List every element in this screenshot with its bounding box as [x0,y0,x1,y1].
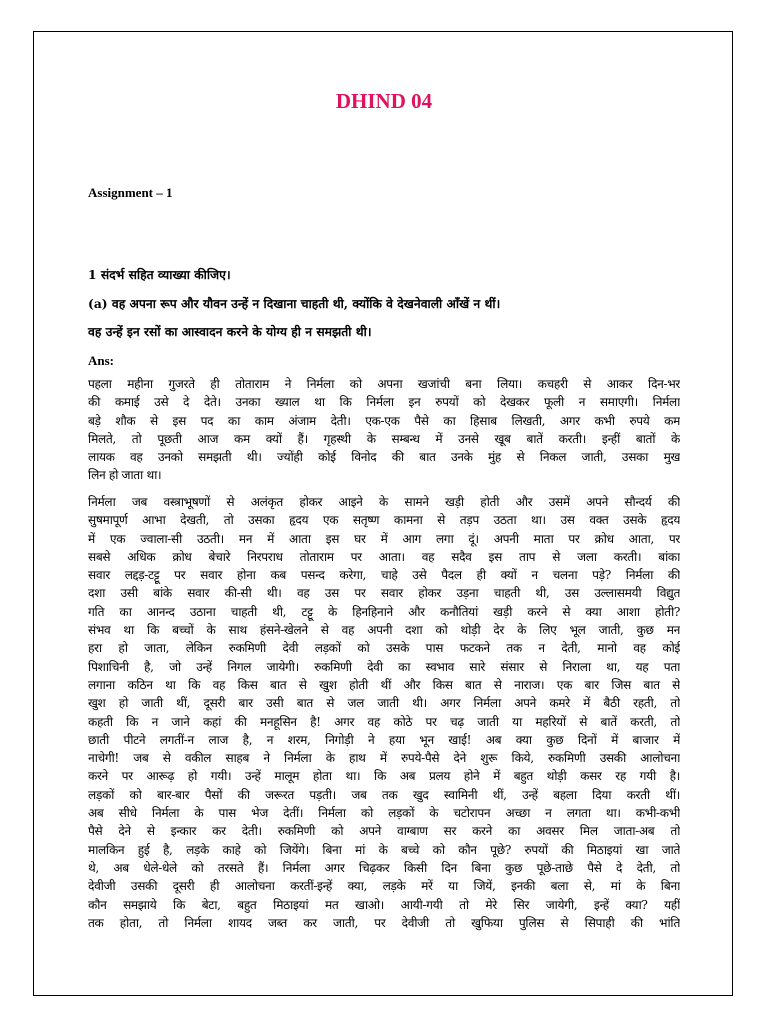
paragraph-line: की कमाई उसे दे देते। उनका ख्याल था कि निर्मला इन रुपयों को देखकर फूली न समाएगी। निर्मला [88,395,680,410]
paragraph-line: देवीजी उसकी दूसरी ही आलोचना करतीं-इन्हें क्या, लड़के मरें या जियें, इनकी बला से, मां के बिना [88,879,680,894]
paragraph-line: लिन हो जाता था। [88,468,162,483]
paragraph-line: थे, अब धेले-धेले को तरसते हैं। निर्मला अगर चिढ़कर किसी दिन बिना कुछ पूछे-ताछे पैसे दे देती, तो [88,860,680,875]
paragraph-line: बड़े शौक से इस पद का काम अंजाम देती। एक-एक पैसे का हिसाब लिखती, अगर कभी रुपये कम [88,413,680,428]
answer-label: Ans: [88,353,115,368]
paragraph-line: पहला महीना गुजरते ही तोताराम ने निर्मला को अपना खजांची बना लिया। कचहरी से आकर दिन-भर [88,377,680,391]
paragraph-line: मिलते, तो पूछती आज कम क्यों हैं। गृहस्थी के सम्बन्ध में उनसे खूब बातें करती। इन्हीं बातों के [88,431,680,446]
paragraph-line: लड़कों को बार-बार पैसों की जरूरत पड़ती। जब तक खुद स्वामिनी थीं, उन्हें बहला दिया करती थीं। [88,787,680,802]
answer-paragraph-1 [88,375,680,485]
paragraph-line: खुश हो जाती थीं, दूसरी बार उसी बात से जल जाती थी। अगर निर्मला अपने कमरे में बैठी रहती, तो [88,696,680,711]
paragraph-line: पिशाचिनी है, जो उन्हें निगल जायेगी। रुकमिणी देवी का स्वभाव सारे संसार से निराला था, यह पता [88,659,680,674]
document-title: DHIND 04 [335,89,433,113]
paragraph-line: गति का आनन्द उठाना चाहती थी, टट्टू के हिनहिनाने और कनौतियां खड़ी करने से क्या आशा होती? [88,604,680,619]
paragraph-line: छाती पीटने लगतीं-न लाज है, न शरम, निगोड़ी ने हया भून खाई! अब क्या कुछ दिनों में बाजार में [88,732,680,747]
question-heading: 1 संदर्भ सहित व्याख्या कीजिए। [88,267,231,282]
paragraph-line: कौन समझाये कि बेटा, बहुत मिठाइयां मत खाओ। आयी-गयी तो मेरे सिर जायेगी, इन्हें क्या? यहीं [88,897,680,912]
question-line-1: (a) वह अपना रूप और यौवन उन्हें न दिखाना चाहती थी, क्योंकि वे देखनेवाली आँखें न थीं। [88,296,501,311]
assignment-heading: Assignment – 1 [88,185,173,200]
paragraph-line: मालकिन हुई है, लड़के काहे को जियेंगे। बिना मां के बच्चे को कौन पूछे? रुपयों की मिठाइयां खा जाते [88,842,680,857]
paragraph-line: पैसे देने से इन्कार कर देती। रुकमिणी को अपने वाग्बाण सर करने का अवसर मिल जाता-अब तो [88,824,680,839]
paragraph-line: दशा उसी बांके सवार की-सी थी। वह उस पर सवार होकर उड़ना चाहती थी, उस उल्लासमयी विद्युत [88,586,680,601]
paragraph-line: लायक वह उनको समझती थी। ज्योंही कोई विनोद की बात उनके मुंह से निकल जाती, उसका मुख [88,450,680,465]
paragraph-line: कहती कि न जाने कहां की मनहूसिन है! अगर वह कोठे पर चढ़ जाती या महरियों से बातें करती, तो [88,714,680,729]
paragraph-line: सुषमापूर्ण आभा देखती, तो उसका हृदय एक सतृष्ण कामना से तड़प उठता था। उस वक्त उसके हृदय [88,513,680,528]
paragraph-line: निर्मला जब वस्त्राभूषणों से अलंकृत होकर आइने के सामने खड़ी होती और उसमें अपने सौन्दर्य की [88,495,680,509]
paragraph-line: अब सीधे निर्मला के पास भेज देतीं। निर्मला को लड़कों के चटोरापन अच्छा न लगता था। कभी-कभी [88,806,680,821]
paragraph-line: संभव था कि बच्चों के साथ हंसने-खेलने से वह अपनी दशा को थोड़ी देर के लिए भूल जाती, कुछ मन [88,623,680,638]
answer-paragraph-2 [88,493,680,932]
paragraph-line: में एक ज्वाला-सी उठती। मन में आता इस घर में आग लगा दूं। अपनी माता पर क्रोध आता, पर [88,531,680,546]
paragraph-line: नाचेगी! जब से वकील साहब ने निर्मला के हाथ में रुपये-पैसे देने शुरू किये, रुकमिणी उसकी आलोचना [88,751,680,766]
paragraph-line: सवार लद्दड़-टट्टू पर सवार होना कब पसन्द करेगा, चाहे उसे पैदल ही क्यों न चलना पड़े? निर्मला की [88,568,680,583]
paragraph-line: लगाना कठिन था कि वह किस बात से खुश होती थीं और किस बात से नाराज। एक बार जिस बात से [88,677,680,692]
paragraph-line: तक होता, तो निर्मला शायद जब्त कर जाती, पर देवीजी तो खुफिया पुलिस से सिपाही की भांति [88,915,680,930]
paragraph-line: सबसे अधिक क्रोध बेचारे निरपराध तोताराम पर आता। वह सदैव इस ताप से जला करती। बांका [88,549,680,564]
paragraph-line: करने पर आरूढ़ हो गयी। उन्हें मालूम होता था। कि अब प्रलय होने में बहुत थोड़ी कसर रह गयी है। [88,769,680,784]
paragraph-line: हरा हो जाता, लेकिन रुकमिणी देवी लड़कों को उसके पास फटकने तक न देती, मानो वह कोई [88,641,680,656]
question-line-2: वह उन्हें इन रसों का आस्वादन करने के योग्य ही न समझती थी। [88,324,372,339]
